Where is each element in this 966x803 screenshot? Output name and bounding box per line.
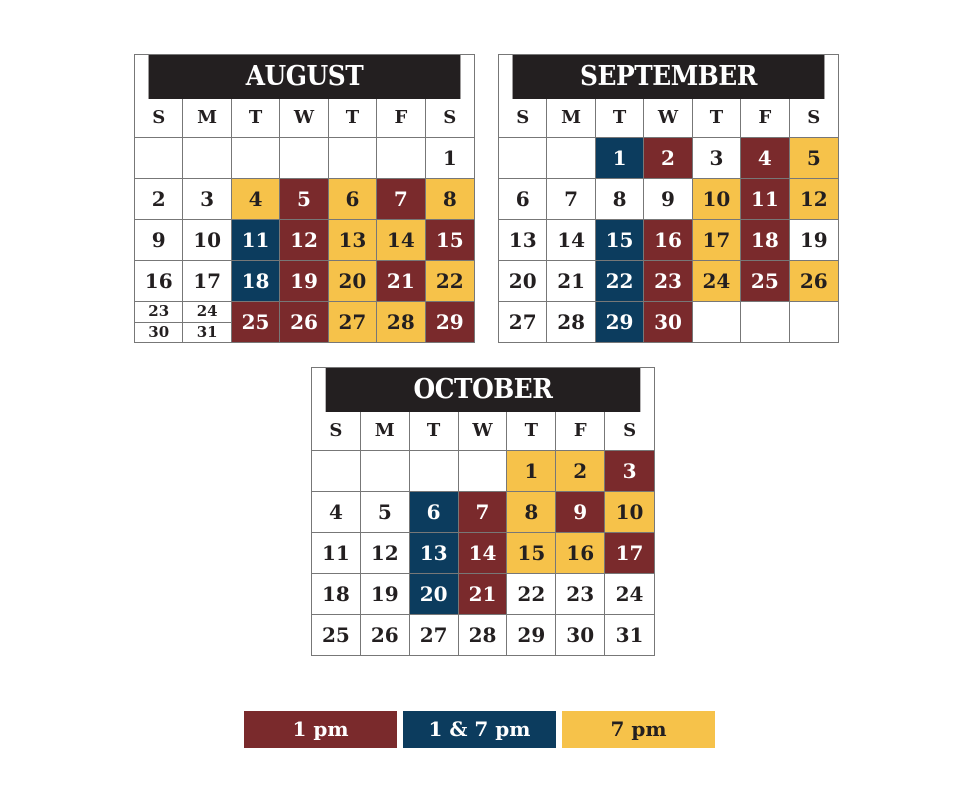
weekday-header: M — [183, 99, 231, 137]
day-cell: 26 — [280, 301, 328, 342]
weekday-header-row — [499, 99, 838, 137]
weekday-header: F — [741, 99, 789, 137]
day-cell: 27 — [410, 614, 459, 655]
day-cell: 11 — [232, 219, 280, 260]
day-cell: 15 — [596, 219, 644, 260]
empty-day-cell — [459, 450, 508, 491]
day-cell: 1 — [426, 137, 474, 178]
day-cell: 29 — [507, 614, 556, 655]
empty-day-cell — [410, 450, 459, 491]
day-cell: 5 — [790, 137, 838, 178]
day-cell: 24 — [693, 260, 741, 301]
empty-day-cell — [361, 450, 410, 491]
day-cell: 11 — [741, 178, 789, 219]
day-cell: 20 — [499, 260, 547, 301]
day-number: 24 — [196, 302, 218, 321]
day-cell: 19 — [280, 260, 328, 301]
weekday-header: T — [410, 412, 459, 450]
day-cell: 29 — [426, 301, 474, 342]
day-cell: 3 — [605, 450, 654, 491]
day-cell: 28 — [459, 614, 508, 655]
day-cell: 25 — [741, 260, 789, 301]
day-cell: 9 — [135, 219, 183, 260]
day-cell: 12 — [280, 219, 328, 260]
day-cell: 13 — [410, 532, 459, 573]
weekday-header: T — [329, 99, 377, 137]
month-title: AUGUST — [149, 55, 461, 99]
day-cell: 6 — [499, 178, 547, 219]
calendar-august — [134, 54, 475, 343]
day-cell: 17 — [183, 260, 231, 301]
weekday-header: S — [807, 107, 821, 128]
empty-day-cell — [693, 301, 741, 342]
day-cell: 12 — [790, 178, 838, 219]
day-cell: 23 — [556, 573, 605, 614]
day-cell: 5 — [361, 491, 410, 532]
day-cell — [183, 301, 231, 342]
weekday-header: T — [596, 99, 644, 137]
day-cell: 4 — [232, 178, 280, 219]
day-cell: 19 — [790, 219, 838, 260]
weekday-header: M — [361, 412, 410, 450]
day-cell: 18 — [741, 219, 789, 260]
day-cell: 17 — [693, 219, 741, 260]
day-grid — [312, 450, 654, 655]
day-cell: 9 — [644, 178, 692, 219]
day-cell: 3 — [693, 137, 741, 178]
day-cell: 5 — [280, 178, 328, 219]
calendar-october — [311, 367, 655, 656]
empty-day-cell — [499, 137, 547, 178]
legend — [244, 711, 715, 748]
day-cell: 21 — [459, 573, 508, 614]
day-cell: 11 — [312, 532, 361, 573]
empty-day-cell — [135, 137, 183, 178]
day-cell: 25 — [312, 614, 361, 655]
day-cell: 25 — [232, 301, 280, 342]
day-cell: 6 — [410, 491, 459, 532]
day-cell: 24 — [605, 573, 654, 614]
day-cell: 15 — [426, 219, 474, 260]
day-cell: 3 — [183, 178, 231, 219]
weekday-header: T — [232, 99, 280, 137]
day-cell: 8 — [507, 491, 556, 532]
day-cell: 16 — [556, 532, 605, 573]
day-cell: 7 — [377, 178, 425, 219]
weekday-header-row — [312, 412, 654, 450]
day-cell: 18 — [312, 573, 361, 614]
day-cell: 26 — [361, 614, 410, 655]
day-number: 30 — [135, 322, 182, 343]
weekday-header: F — [556, 412, 605, 450]
empty-day-cell — [232, 137, 280, 178]
day-cell: 7 — [459, 491, 508, 532]
day-grid — [135, 137, 474, 342]
weekday-header: T — [693, 99, 741, 137]
day-number: 23 — [148, 302, 170, 321]
weekday-header: W — [280, 99, 328, 137]
day-cell: 14 — [459, 532, 508, 573]
day-cell: 21 — [377, 260, 425, 301]
legend-1pm: 1 pm — [244, 711, 397, 748]
calendar-september — [498, 54, 839, 343]
day-cell: 14 — [547, 219, 595, 260]
day-cell: 20 — [329, 260, 377, 301]
weekday-header: T — [507, 412, 556, 450]
day-number: 31 — [183, 322, 230, 343]
day-cell: 21 — [547, 260, 595, 301]
weekday-header: M — [547, 99, 595, 137]
day-cell: 15 — [507, 532, 556, 573]
weekday-header-row — [135, 99, 474, 137]
day-cell: 28 — [377, 301, 425, 342]
day-cell: 4 — [312, 491, 361, 532]
day-cell: 30 — [644, 301, 692, 342]
day-cell: 7 — [547, 178, 595, 219]
legend-7pm: 7 pm — [562, 711, 715, 748]
day-cell: 22 — [596, 260, 644, 301]
day-cell: 26 — [790, 260, 838, 301]
day-cell: 13 — [329, 219, 377, 260]
day-cell: 20 — [410, 573, 459, 614]
day-cell: 1 — [596, 137, 644, 178]
day-cell: 28 — [547, 301, 595, 342]
day-cell: 10 — [183, 219, 231, 260]
day-cell: 2 — [644, 137, 692, 178]
day-cell: 16 — [135, 260, 183, 301]
day-cell: 12 — [361, 532, 410, 573]
empty-day-cell — [741, 301, 789, 342]
day-cell: 2 — [556, 450, 605, 491]
day-cell: 29 — [596, 301, 644, 342]
month-title: SEPTEMBER — [513, 55, 825, 99]
empty-day-cell — [790, 301, 838, 342]
day-cell: 27 — [329, 301, 377, 342]
day-cell: 31 — [605, 614, 654, 655]
day-cell: 22 — [507, 573, 556, 614]
legend-1-and-7pm: 1 & 7 pm — [403, 711, 556, 748]
day-cell: 4 — [741, 137, 789, 178]
empty-day-cell — [183, 137, 231, 178]
day-cell: 17 — [605, 532, 654, 573]
day-cell: 8 — [596, 178, 644, 219]
weekday-header: S — [312, 412, 361, 450]
day-cell: 1 — [507, 450, 556, 491]
day-cell: 18 — [232, 260, 280, 301]
day-cell: 2 — [135, 178, 183, 219]
day-cell: 6 — [329, 178, 377, 219]
weekday-header: F — [377, 99, 425, 137]
weekday-header: W — [459, 412, 508, 450]
weekday-header: W — [644, 99, 692, 137]
day-cell: 8 — [426, 178, 474, 219]
day-cell — [135, 301, 183, 342]
day-cell: 16 — [644, 219, 692, 260]
day-cell: 10 — [693, 178, 741, 219]
day-cell: 10 — [605, 491, 654, 532]
empty-day-cell — [329, 137, 377, 178]
empty-day-cell — [377, 137, 425, 178]
empty-day-cell — [280, 137, 328, 178]
day-cell: 9 — [556, 491, 605, 532]
empty-day-cell — [312, 450, 361, 491]
day-cell: 13 — [499, 219, 547, 260]
empty-day-cell — [547, 137, 595, 178]
day-cell: 19 — [361, 573, 410, 614]
day-cell: 30 — [556, 614, 605, 655]
weekday-header: S — [443, 107, 457, 128]
day-cell: 23 — [644, 260, 692, 301]
month-title: OCTOBER — [326, 368, 641, 412]
day-cell: 27 — [499, 301, 547, 342]
day-cell: 14 — [377, 219, 425, 260]
day-cell: 22 — [426, 260, 474, 301]
day-grid — [499, 137, 838, 342]
weekday-header: S — [135, 99, 183, 137]
weekday-header: S — [499, 99, 547, 137]
weekday-header: S — [623, 420, 637, 441]
